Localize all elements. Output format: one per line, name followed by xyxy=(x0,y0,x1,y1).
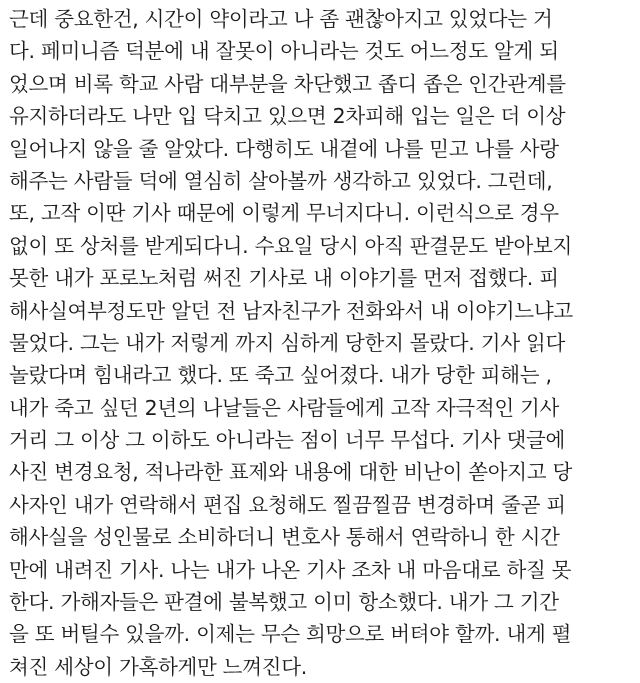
post-text-line: 해사실을 성인물로 소비하더니 변호사 통해서 연락하니 한 시간 xyxy=(9,525,560,550)
post-text-line: 해주는 사람들 덕에 열심히 살아볼까 생각하고 있었다. 그런데, xyxy=(9,168,553,193)
post-text-line: 놀랐다며 힘내라고 했다. 또 죽고 싶어졌다. 내가 당한 피해는 , xyxy=(9,363,552,388)
post-text-line: 었으며 비록 학교 사람 대부분을 차단했고 좁디 좁은 인간관계를 xyxy=(9,71,566,96)
post-text-line: 해사실여부정도만 알던 전 남자친구가 전화와서 내 이야기느냐고 xyxy=(9,298,573,323)
post-text-line: 사진 변경요청, 적나라한 표제와 내용에 대한 비난이 쏟아지고 당 xyxy=(9,460,573,485)
post-text-line: 거리 그 이상 그 이하도 아니라는 점이 너무 무섭다. 기사 댓글에 xyxy=(9,428,565,453)
post-text-line: 유지하더라도 나만 입 닥치고 있으면 2차피해 입는 일은 더 이상 xyxy=(9,104,566,129)
post-text-line: 사자인 내가 연락해서 편집 요청해도 찔끔찔끔 변경하며 줄곧 피 xyxy=(9,492,566,517)
post-text-line: 다. 페미니즘 덕분에 내 잘못이 아니라는 것도 어느정도 알게 되 xyxy=(9,39,559,64)
post-text-line: 내가 죽고 싶던 2년의 나날들은 사람들에게 고작 자극적인 기사 xyxy=(9,395,560,420)
post-text-line: 못한 내가 포로노처럼 써진 기사로 내 이야기를 먼저 접했다. 피 xyxy=(9,266,559,291)
post-text-line: 쳐진 세상이 가혹하게만 느껴진다. xyxy=(9,654,307,679)
post-text-line: 또, 고작 이딴 기사 때문에 이렇게 무너지다니. 이런식으로 경우 xyxy=(9,201,559,226)
post-text-line: 물었다. 그는 내가 저렇게 까지 심하게 당한지 몰랐다. 기사 읽다 xyxy=(9,330,565,355)
post-text-line: 근데 중요한건, 시간이 약이라고 나 좀 괜찮아지고 있었다는 거 xyxy=(9,7,553,31)
post-text-line: 일어나지 않을 줄 알았다. 다행히도 내곁에 나를 믿고 나를 사랑 xyxy=(9,136,559,161)
post-text-line: 없이 또 상처를 받게되다니. 수요일 당시 아직 판결문도 받아보지 xyxy=(9,233,573,258)
post-text-line: 을 또 버틸수 있을까. 이제는 무슨 희망으로 버텨야 할까. 내게 펼 xyxy=(9,622,572,647)
post-text-line: 만에 내려진 기사. 나는 내가 나온 기사 조차 내 마음대로 하질 못 xyxy=(9,557,572,582)
post-text-line: 한다. 가해자들은 판결에 불복했고 이미 항소했다. 내가 그 기간 xyxy=(9,590,559,615)
